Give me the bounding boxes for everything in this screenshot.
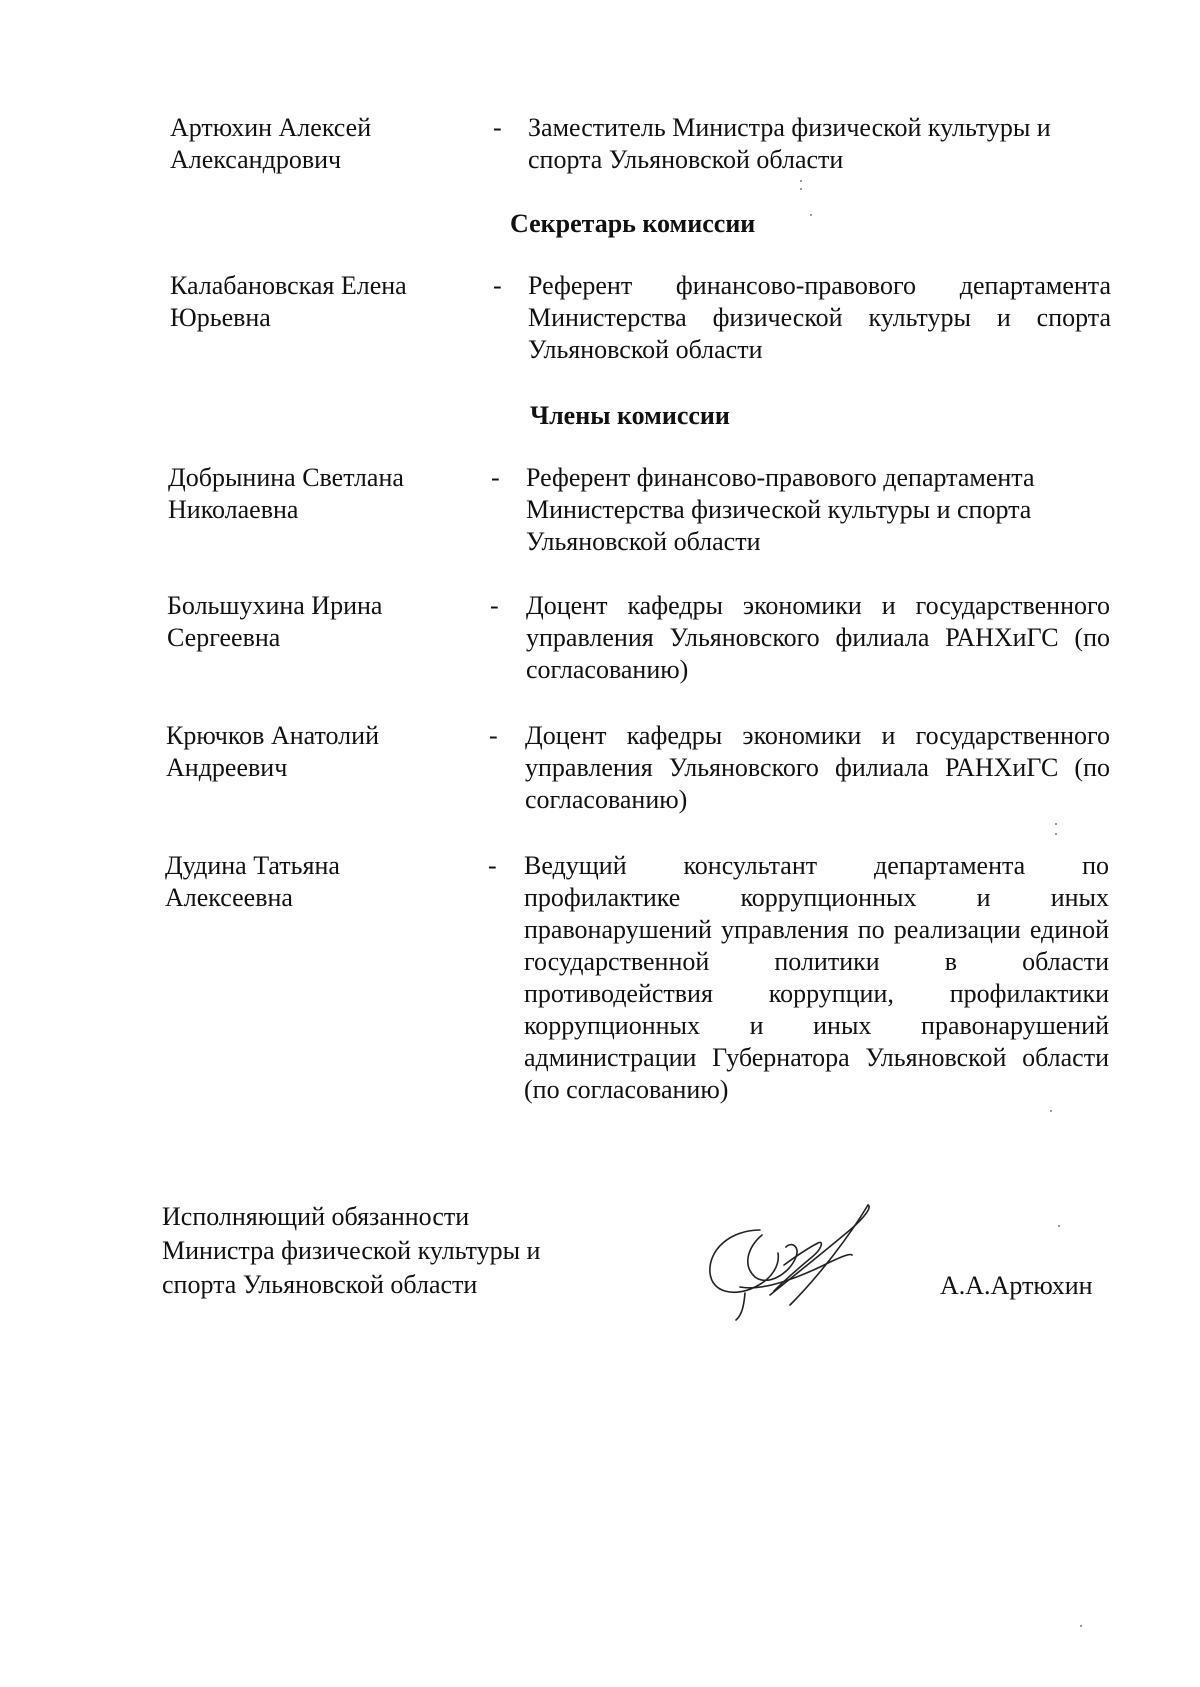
member-dash: - bbox=[490, 591, 499, 620]
member-dash: - bbox=[493, 113, 502, 142]
member-name: Добрынина Светлана Николаевна bbox=[168, 463, 404, 524]
scan-speck bbox=[1055, 833, 1057, 835]
member-name: Дудина Татьяна Алексеевна bbox=[165, 851, 340, 912]
member-name: Крючков Анатолий Андреевич bbox=[166, 721, 379, 782]
scan-speck bbox=[1055, 823, 1057, 825]
scan-speck bbox=[1050, 1110, 1052, 1112]
member-dash: - bbox=[489, 721, 498, 750]
member-role: Доцент кафедры экономики и государственного управления Ульяновского филиала РАНХиГС (по согласованию) bbox=[525, 721, 1110, 814]
member-name: Большухина Ирина Сергеевна bbox=[167, 591, 383, 652]
scan-speck bbox=[810, 214, 812, 216]
member-role: Ведущий консультант департамента по профилактике коррупционных и иных правонарушений управления по реализации единой государственной политики в области противодействия коррупции, профилактики коррупционных и иных правонарушений администрации Губернатора Ульяновской области (по согласованию) bbox=[524, 851, 1109, 1104]
signatory-position: Исполняющий обязанности Министра физической культуры и спорта Ульяновской области bbox=[162, 1202, 541, 1299]
members-heading: Члены комиссии bbox=[530, 401, 730, 430]
member-name: Артюхин Алексей Александрович bbox=[170, 113, 372, 174]
scan-speck bbox=[1058, 1225, 1060, 1227]
secretary-role: Референт финансово-правового департамента Министерства физической культуры и спорта Ульяновской области bbox=[528, 271, 1111, 364]
scan-speck bbox=[800, 180, 802, 182]
secretary-heading: Секретарь комиссии bbox=[510, 209, 756, 238]
signatory-name: А.А.Артюхин bbox=[940, 1271, 1093, 1300]
member-dash: - bbox=[491, 463, 500, 492]
member-role: Доцент кафедры экономики и государственного управления Ульяновского филиала РАНХиГС (по согласованию) bbox=[526, 591, 1110, 684]
member-dash: - bbox=[488, 851, 497, 880]
secretary-name: Калабановская Елена Юрьевна bbox=[170, 271, 407, 332]
member-role: Референт финансово-правового департамента Министерства физической культуры и спорта Ульяновской области bbox=[526, 463, 1035, 556]
scan-speck bbox=[1080, 1625, 1082, 1627]
member-role: Заместитель Министра физической культуры и спорта Ульяновской области bbox=[528, 113, 1051, 174]
scan-speck bbox=[800, 188, 802, 190]
secretary-dash: - bbox=[493, 271, 502, 300]
handwritten-signature bbox=[700, 1195, 900, 1325]
